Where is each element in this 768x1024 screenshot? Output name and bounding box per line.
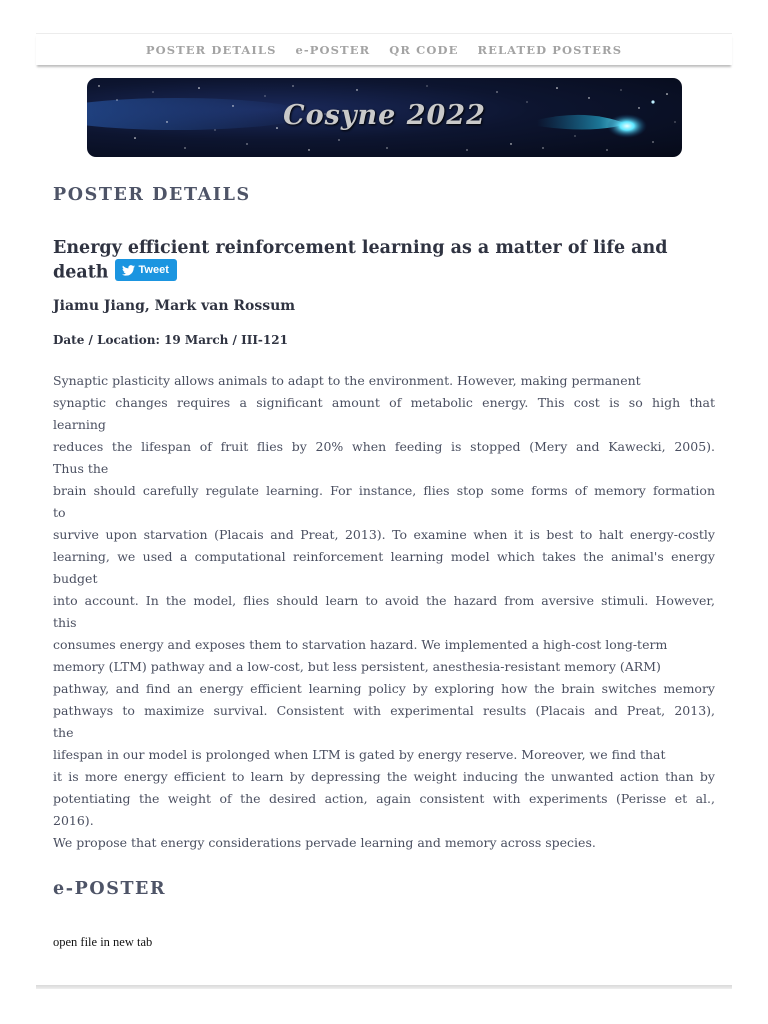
poster-details-heading: POSTER DETAILS: [53, 185, 251, 205]
abstract-line: into account. In the model, flies should learn to avoid the hazard from aversive stimuli. However,: [53, 593, 715, 608]
nav-qr-code[interactable]: QR CODE: [389, 42, 459, 57]
abstract-line: Synaptic plasticity allows animals to adapt to the environment. However, making permanent: [53, 373, 641, 388]
tweet-button-label: Tweet: [138, 264, 169, 276]
abstract-line: the: [53, 725, 74, 740]
abstract-line: consumes energy and exposes them to starvation hazard. We implemented a high-cost long-term: [53, 637, 668, 652]
top-navigation: [36, 33, 732, 65]
abstract-line: memory (LTM) pathway and a low-cost, but less persistent, anesthesia-resistant memory (ARM): [53, 659, 661, 674]
bottom-divider: [36, 985, 732, 989]
abstract-line: synaptic changes requires a significant amount of metabolic energy. This cost is so high that: [53, 395, 715, 410]
abstract-line: brain should carefully regulate learning. For instance, flies stop some forms of memory formation: [53, 483, 715, 498]
abstract-line: learning: [53, 417, 106, 432]
abstract-line: learning, we used a computational reinforcement learning model which takes the animal's energy: [53, 549, 715, 564]
date-location: Date / Location: 19 March / III-121: [53, 333, 288, 347]
abstract-line: 2016).: [53, 813, 94, 828]
abstract-line: Thus the: [53, 461, 109, 476]
abstract-line: pathways to maximize survival. Consistent with experimental results (Placais and Preat, 2013),: [53, 703, 715, 718]
e-poster-heading: e-POSTER: [53, 879, 167, 899]
abstract-line: budget: [53, 571, 98, 586]
abstract-line: We propose that energy considerations pervade learning and memory across species.: [53, 835, 596, 850]
nav-related-posters[interactable]: RELATED POSTERS: [477, 42, 623, 57]
abstract-line: this: [53, 615, 77, 630]
nav-poster-details[interactable]: POSTER DETAILS: [145, 42, 277, 57]
conference-banner: [87, 78, 682, 157]
page-container: [36, 33, 732, 989]
poster-abstract: [53, 370, 715, 854]
abstract-line: to: [53, 505, 66, 520]
poster-title: [53, 237, 693, 284]
abstract-line: it is more energy efficient to learn by depressing the weight inducing the unwanted action than by: [53, 769, 715, 784]
nav-e-poster[interactable]: e-POSTER: [295, 42, 371, 57]
abstract-line: potentiating the weight of the desired action, again consistent with experiments (Perisse et al.,: [53, 791, 715, 806]
open-file-link[interactable]: open file in new tab: [53, 935, 153, 949]
poster-title-text: Energy efficient reinforcement learning as a matter of life and death: [53, 238, 668, 283]
abstract-line: lifespan in our model is prolonged when LTM is gated by energy reserve. Moreover, we find that: [53, 747, 666, 762]
abstract-line: survive upon starvation (Placais and Preat, 2013). To examine when it is best to halt energy-costly: [53, 527, 715, 542]
tweet-button[interactable]: [115, 259, 177, 281]
poster-authors: Jiamu Jiang, Mark van Rossum: [53, 298, 296, 314]
abstract-line: pathway, and find an energy efficient learning policy by exploring how the brain switches memory: [53, 681, 715, 696]
banner-title: Cosyne 2022: [283, 100, 486, 131]
abstract-line: reduces the lifespan of fruit flies by 20% when feeding is stopped (Mery and Kawecki, 2005).: [53, 439, 715, 454]
twitter-bird-icon: [122, 265, 135, 276]
